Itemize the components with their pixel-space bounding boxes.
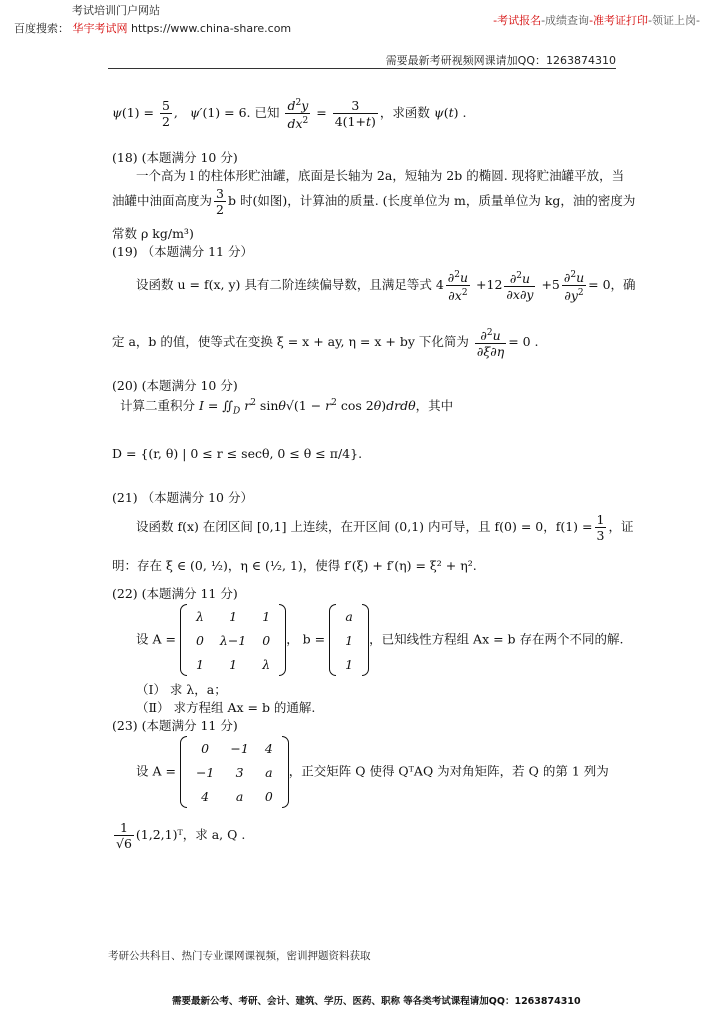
search-keyword-link[interactable]: 华宇考试网	[72, 22, 128, 35]
q22-part1: （Ⅰ） 求 λ，a；	[136, 682, 227, 697]
q22-title: (22) (本题满分 11 分)	[112, 586, 238, 601]
matrix-a: λ 1 1 0 λ−1 0 1 1 λ	[180, 604, 286, 676]
q23-title: (23) (本题满分 11 分)	[112, 718, 238, 733]
matrix-a-23: 0 −1 4 −1 3 a 4 a 0	[180, 736, 289, 808]
q21-title: (21) （本题满分 10 分）	[112, 490, 253, 505]
q18-text-line1: 一个高为 l 的柱体形贮油罐，底面是长轴为 2a，短轴为 2b 的椭圆. 现将贮油罐平放，当	[136, 168, 625, 183]
footer-note: 考研公共科目、热门专业课网课视频，密训押题资料获取	[108, 950, 371, 962]
q18-title: (18) (本题满分 10 分)	[112, 150, 238, 165]
header-divider	[108, 68, 616, 69]
q19-text-line2: 定 a，b 的值，使等式在变换 ξ = x + ay, η = x + by 下化简为 $\frac{\partial^2u}{\partial\xi\partial\eta}$ = 0 .	[112, 328, 539, 360]
search-prefix: 百度搜索：	[14, 22, 69, 35]
nav-link-registration[interactable]: -考试报名	[493, 14, 542, 27]
q20-integral-line: 计算二重积分 $I = ∬_D$ $r^2$ $\sin\theta√(1 - r^2$ cos 2θ)drdθ，其中	[120, 397, 454, 417]
nav-link-certificate[interactable]: -领证上岗-	[648, 14, 700, 27]
q22-system: 设 A = λ 1 1 0 λ−1 0 1 1 λ ， b = a 1 1 ，已知线性方程组 Ax = b 存在两个不同的解.	[136, 604, 624, 676]
q20-title: (20) (本题满分 10 分)	[112, 378, 238, 393]
q23-system: 设 A = 0 −1 4 −1 3 a 4 a 0 ，正交矩阵 Q 使得 QᵀAQ 为对角矩阵，若 Q 的第 1 列为	[136, 736, 609, 808]
q18-text-line3: 常数 ρ kg/m³)	[112, 226, 194, 241]
q19-title: (19) （本题满分 11 分）	[112, 244, 253, 259]
q17-continuation: ψ(1) = $\frac{5}{2}$ , ψ′(1) = 6. 已知 $\frac{d^2y}{dx^2}$ = $\frac{3}{4(1+t)}$ ，求函数 ψ(t) .	[112, 98, 467, 132]
q23-vector-line: $\frac{1}{√6}$ (1,2,1)ᵀ，求 a, Q .	[116, 820, 246, 851]
q20-domain: D = {(r, θ) | 0 ≤ r ≤ secθ, 0 ≤ θ ≤ π/4}.	[112, 446, 363, 461]
site-header	[14, 2, 291, 38]
site-title: 考试培训门户网站	[72, 4, 160, 17]
q22-part2: （Ⅱ） 求方程组 Ax = b 的通解.	[136, 700, 316, 715]
nav-link-scores[interactable]: -成绩查询	[541, 14, 590, 27]
vector-b: a 1 1	[329, 604, 369, 676]
q19-text-line1: 设函数 u = f(x, y) 具有二阶连续偏导数，且满足等式 4 $\frac{\partial^2u}{\partial x^2}$ +12 $\frac{\partial^2u}{\partial x\partial y}$ +5 $\frac{\partial^2u}{\partial y^2}$ = 0，确	[136, 270, 636, 304]
header-nav	[493, 12, 700, 28]
q21-text-line2: 明：存在 ξ ∈ (0, ½)，η ∈ (½, 1)，使得 f′(ξ) + f′(η) = ξ² + η².	[112, 558, 477, 573]
footer-contact: 需要最新公考、考研、会计、建筑、学历、医药、职称 等各类考试课程请加QQ：1263874310	[172, 996, 581, 1007]
site-url-link[interactable]: https://www.china-share.com	[131, 22, 292, 35]
q18-text-line2: 油罐中油面高度为 $\frac{3}{2}$ b 时(如图)，计算油的质量. (长度单位为 m，质量单位为 kg，油的密度为	[112, 186, 636, 217]
nav-link-admission[interactable]: -准考证打印	[589, 14, 649, 27]
q21-text-line1: 设函数 f(x) 在闭区间 [0,1] 上连续，在开区间 (0,1) 内可导，且 f(0) = 0，f(1) = $\frac{1}{3}$ ，证	[136, 512, 634, 543]
qq-contact-line: 需要最新考研视频网课请加QQ：1263874310	[385, 54, 616, 67]
